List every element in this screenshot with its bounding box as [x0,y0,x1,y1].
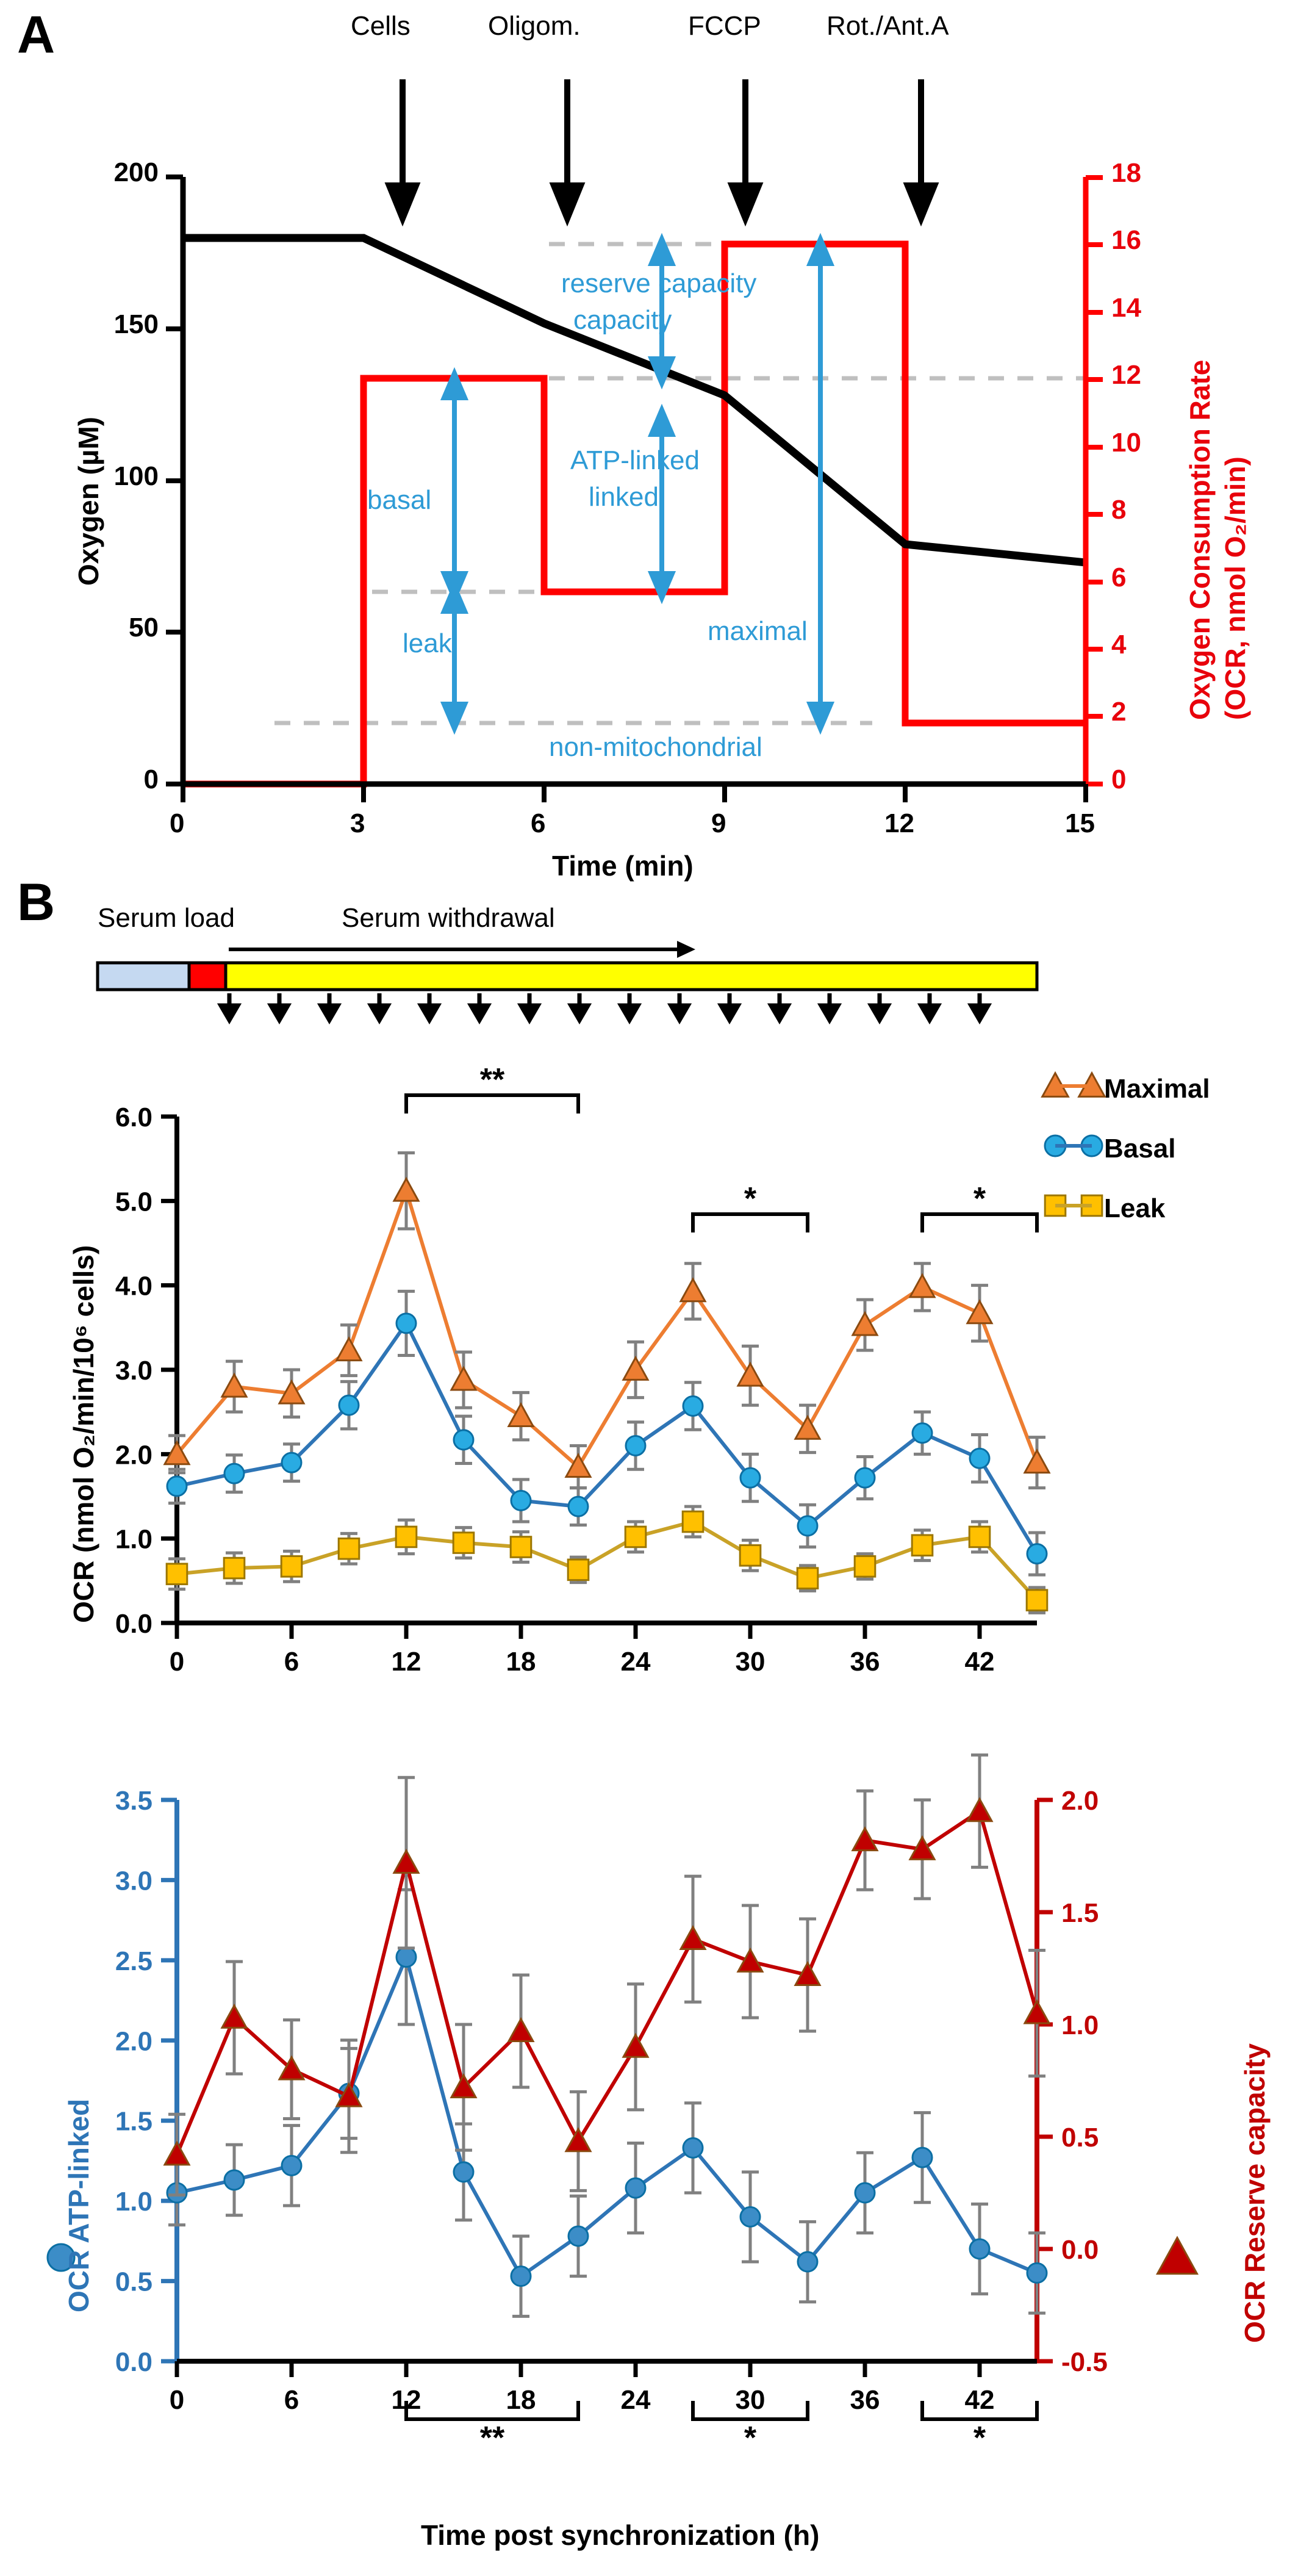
a-x-tick-12: 12 [884,808,914,838]
svg-text:42: 42 [964,2385,995,2415]
svg-text:**: ** [479,1062,505,1098]
svg-text:0.0: 0.0 [1061,2235,1099,2265]
a-label-atp-linked-2: linked [589,482,659,512]
b2-x-axis-title: Time post synchronization (h) [421,2519,820,2551]
svg-text:6.0: 6.0 [115,1103,152,1132]
a-right-tick-0: 0 [1111,765,1127,794]
a-right-axis-title-2: (OCR, nmol O₂/min) [1219,456,1251,720]
svg-text:18: 18 [506,2385,536,2415]
svg-text:42: 42 [964,1647,995,1677]
svg-text:**: ** [479,2420,505,2456]
svg-text:4.0: 4.0 [115,1271,152,1301]
a-left-tick-100: 100 [113,461,159,491]
a-x-tick-0: 0 [170,808,185,838]
a-right-tick-8: 8 [1111,495,1127,525]
svg-text:6: 6 [284,1647,299,1677]
a-right-axis-title-1: Oxygen Consumption Rate [1184,359,1216,720]
panel-b-chart1-svg [0,1037,1298,1721]
a-label-leak: leak [403,628,452,658]
svg-text:1.0: 1.0 [115,1524,152,1555]
svg-text:24: 24 [620,2385,651,2415]
svg-text:30: 30 [735,2385,766,2415]
svg-text:0.0: 0.0 [115,2347,152,2377]
svg-text:5.0: 5.0 [115,1187,152,1217]
a-x-tick-3: 3 [350,808,365,838]
a-right-tick-12: 12 [1111,360,1141,390]
a-label-reserve-capacity-2: capacity [573,305,672,335]
svg-text:1.5: 1.5 [115,2106,152,2137]
svg-text:3.5: 3.5 [115,1786,152,1816]
svg-text:2.0: 2.0 [115,2026,152,2057]
a-x-tick-9: 9 [711,808,726,838]
a-x-tick-15: 15 [1065,808,1095,838]
annotation-oligomycin: Oligom. [488,11,581,41]
svg-text:0: 0 [169,1647,185,1677]
svg-text:*: * [744,1181,757,1217]
a-right-tick-16: 16 [1111,225,1141,255]
b2-left-axis-title: OCR ATP-linked [63,2098,95,2312]
a-right-tick-18: 18 [1111,158,1141,188]
timeline-serum-withdrawal-label: Serum withdrawal [342,903,555,933]
svg-text:2.0: 2.0 [1061,1786,1099,1816]
svg-text:36: 36 [850,1647,880,1677]
svg-text:12: 12 [391,1647,421,1677]
svg-text:24: 24 [620,1647,651,1677]
a-right-tick-2: 2 [1111,697,1127,727]
annotation-rot-antA: Rot./Ant.A [826,11,949,41]
svg-text:3.0: 3.0 [115,1866,152,1896]
svg-text:*: * [973,1181,986,1217]
a-right-tick-6: 6 [1111,563,1127,592]
svg-text:0.5: 0.5 [1061,2123,1099,2153]
svg-text:12: 12 [391,2385,421,2415]
panel-b-chart2 [0,1733,1298,2514]
svg-text:3.0: 3.0 [115,1356,152,1386]
svg-text:*: * [744,2420,757,2456]
svg-text:36: 36 [850,2385,880,2415]
b1-legend-maximal: Maximal [1104,1074,1210,1104]
b1-y-axis-title: OCR (nmol O₂/min/10⁶ cells) [68,1245,99,1623]
b1-legend-basal: Basal [1104,1134,1176,1164]
a-label-maximal: maximal [708,616,808,646]
svg-text:1.5: 1.5 [1061,1898,1099,1928]
a-x-tick-6: 6 [531,808,546,838]
a-left-axis-title: Oxygen (µM) [73,417,104,586]
a-right-tick-10: 10 [1111,428,1141,458]
a-label-reserve-capacity-1: reserve capacity [561,268,757,298]
annotation-fccp: FCCP [688,11,761,41]
timeline-serum-load-label: Serum load [98,903,235,933]
a-label-atp-linked: ATP-linked [570,445,700,475]
a-right-tick-4: 4 [1111,630,1127,660]
b2-right-axis-title: OCR Reserve capacity [1239,2043,1271,2343]
annotation-cells: Cells [351,11,411,41]
panel-b-chart2-svg [0,1733,1298,2514]
svg-text:0.0: 0.0 [115,1609,152,1639]
panel-b-chart1 [0,1037,1298,1721]
a-label-basal: basal [367,485,432,515]
svg-text:2.0: 2.0 [115,1440,152,1470]
svg-text:18: 18 [506,1647,536,1677]
b1-legend-leak: Leak [1104,1193,1166,1223]
svg-text:1.0: 1.0 [1061,2010,1099,2040]
svg-text:2.5: 2.5 [115,1946,152,1976]
a-left-tick-50: 50 [129,613,159,642]
svg-text:30: 30 [735,1647,766,1677]
svg-text:0.5: 0.5 [115,2267,152,2297]
a-left-tick-150: 150 [113,309,159,339]
panel-a-letter: A [17,5,56,64]
svg-text:*: * [973,2420,986,2456]
svg-text:6: 6 [284,2385,299,2415]
a-x-axis-title: Time (min) [552,850,694,882]
a-left-tick-200: 200 [113,157,159,187]
a-right-tick-14: 14 [1111,293,1141,323]
svg-text:0: 0 [169,2385,185,2415]
panel-b-letter: B [17,873,56,932]
panel-b-timeline [0,934,1098,1025]
a-label-non-mitochondrial: non-mitochondrial [549,732,762,762]
svg-text:1.0: 1.0 [115,2187,152,2217]
a-left-tick-0: 0 [143,765,159,794]
svg-text:-0.5: -0.5 [1061,2347,1108,2377]
